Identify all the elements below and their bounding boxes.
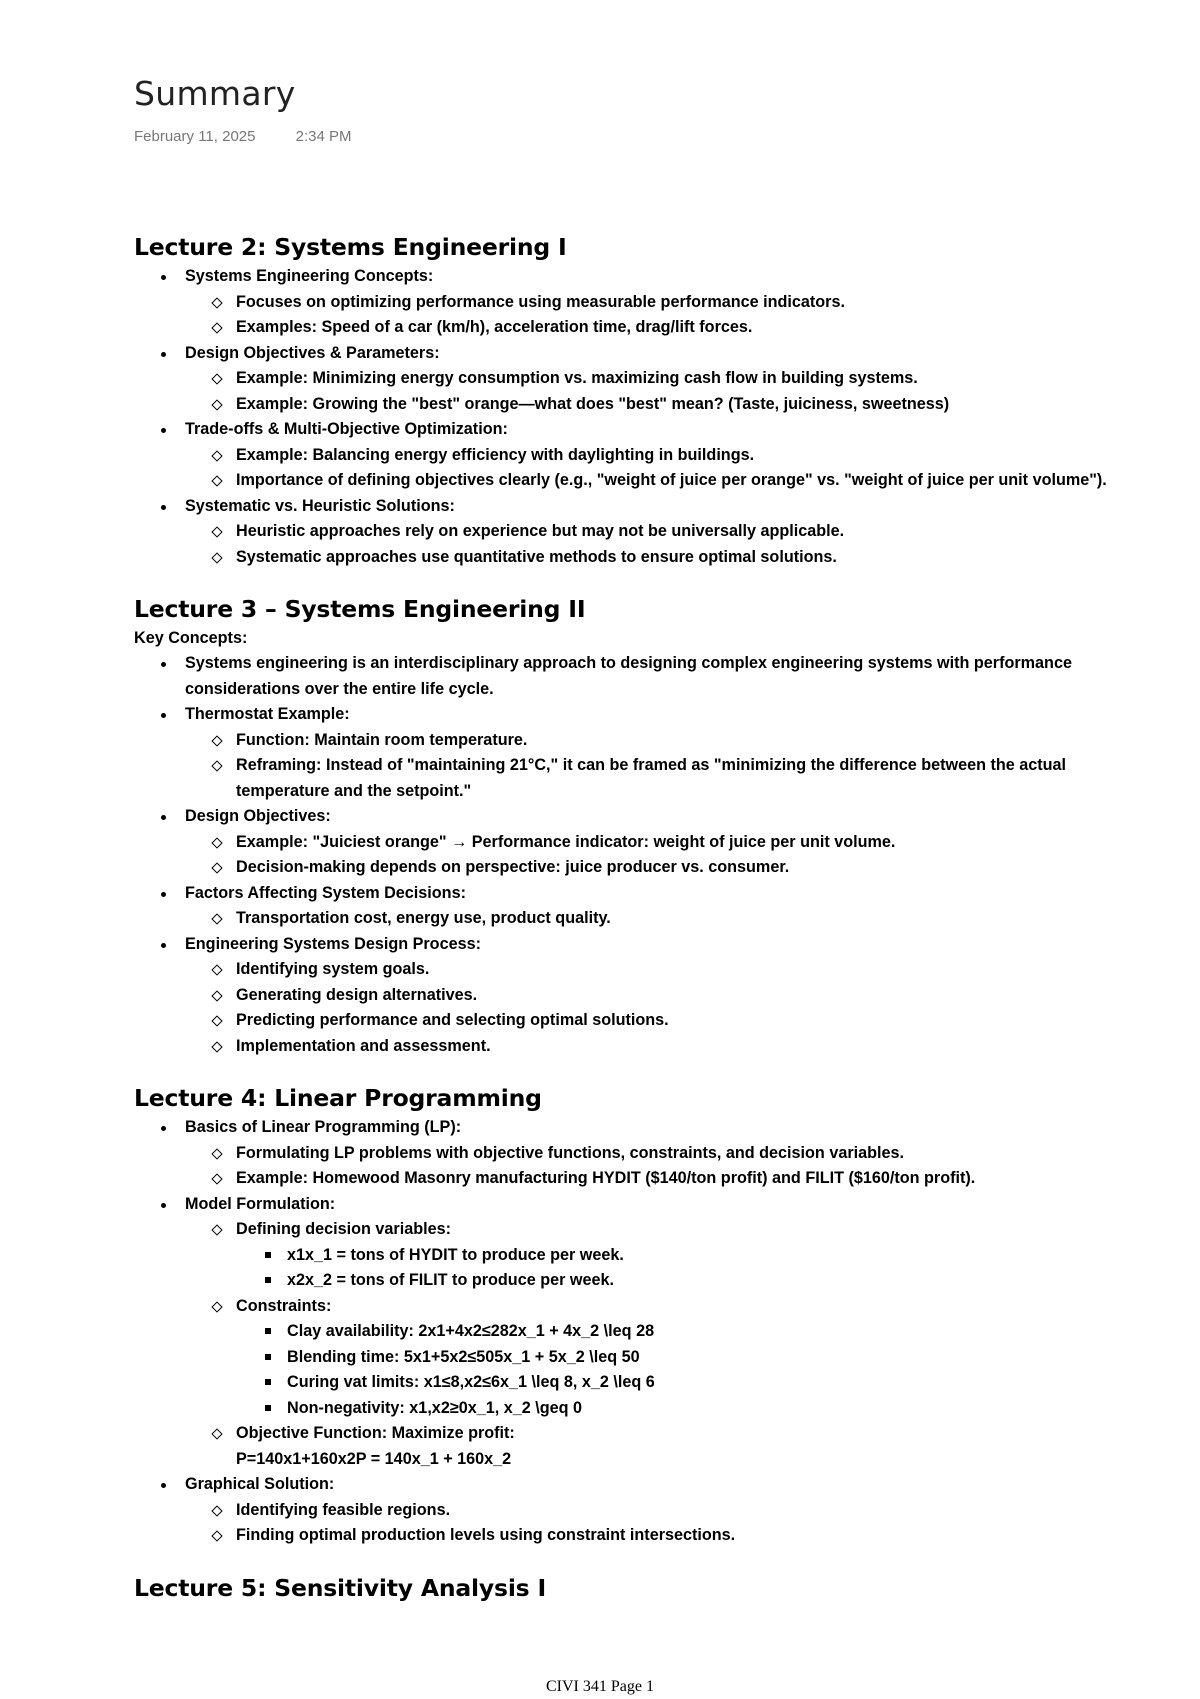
list-item: Focuses on optimizing performance using measurable performance indicators. bbox=[185, 290, 1184, 316]
list-item: Constraints: Clay availability: 2x1+4x2≤282x_1 + 4x_2 \leq 28 Blending time: 5x1+5x2≤505x_1 + 5x_2 \leq 50 Curing vat limits: x1≤8,x2≤6x_1 \leq 8, x_2 \leq 6 Non-negativity: x1,x2≥0x_1, x_2 \geq 0 bbox=[185, 1294, 1184, 1422]
key-concepts-label: Key Concepts: bbox=[134, 629, 248, 647]
list-item: Example: Minimizing energy consumption vs. maximizing cash flow in building systems. bbox=[185, 366, 1184, 392]
list-item: Objective Function: Maximize profit: P=140x1+160x2P = 140x_1 + 160x_2 bbox=[185, 1421, 1184, 1472]
list-item: x2x_2 = tons of FILIT to produce per week. bbox=[236, 1268, 1184, 1294]
list-item: Engineering Systems Design Process: Identifying system goals. Generating design alternatives. Predicting performance and selecting optimal solutions. Implementation and assessment. bbox=[134, 932, 1184, 1060]
list-item: Function: Maintain room temperature. bbox=[185, 728, 1184, 754]
list-item: Design Objectives & Parameters: Example: Minimizing energy consumption vs. maximizing cash flow in building systems. Example: Growing the "best" orange—what does "best" mean? (Taste, juiciness, sweetness) bbox=[134, 341, 1184, 418]
page-title: Summary bbox=[134, 74, 296, 113]
section-heading: Lecture 3 – Systems Engineering II bbox=[134, 595, 586, 623]
list-item: Systematic vs. Heuristic Solutions: Heuristic approaches rely on experience but may not be universally applicable. Systematic approaches use quantitative methods to ensure optimal solutions. bbox=[134, 494, 1184, 571]
list-item: Generating design alternatives. bbox=[185, 983, 1184, 1009]
section-lecture-5 bbox=[134, 1571, 1184, 1605]
list-item: Heuristic approaches rely on experience but may not be universally applicable. bbox=[185, 519, 1184, 545]
list-item: Model Formulation: Defining decision variables: x1x_1 = tons of HYDIT to produce per week. x2x_2 = tons of FILIT to produce per week. Constraints: Clay availability: 2x1+4x2≤282x_1 + 4x_2 \leq 28 Blending time: 5x1+5x2≤505x_1 + 5x_2 \leq 50 Curing vat limits: x1≤8,x2≤6x_1 \leq 8, x_2 \leq 6 Non-negativity: x1,x2≥0x_1, x_2 \geq 0 Objective Function: Maximize profit: P=140x1+160x2P = 140x_1 + 160x_2 bbox=[134, 1192, 1184, 1473]
list-item: Transportation cost, energy use, product quality. bbox=[185, 906, 1184, 932]
objective-formula: P=140x1+160x2P = 140x_1 + 160x_2 bbox=[236, 1449, 512, 1468]
list-item: Predicting performance and selecting optimal solutions. bbox=[185, 1008, 1184, 1034]
list-item: Systems Engineering Concepts: Focuses on optimizing performance using measurable performance indicators. Examples: Speed of a car (km/h), acceleration time, drag/lift forces. bbox=[134, 264, 1184, 341]
list-item: Trade-offs & Multi-Objective Optimization: Example: Balancing energy efficiency with daylighting in buildings. Importance of defining objectives clearly (e.g., "weight of juice per orange" vs. "weight of juice per unit volume"). bbox=[134, 417, 1184, 494]
list-item: Reframing: Instead of "maintaining 21°C," it can be framed as "minimizing the difference between the actual temperature and the setpoint." bbox=[185, 753, 1184, 804]
list-item: Identifying system goals. bbox=[185, 957, 1184, 983]
section-heading: Lecture 4: Linear Programming bbox=[134, 1084, 542, 1112]
list-item: Example: Growing the "best" orange—what does "best" mean? (Taste, juiciness, sweetness) bbox=[185, 392, 1184, 418]
list-item: Clay availability: 2x1+4x2≤282x_1 + 4x_2 \leq 28 bbox=[236, 1319, 1184, 1345]
page-meta bbox=[134, 128, 352, 145]
list-item: Finding optimal production levels using constraint intersections. bbox=[185, 1523, 1184, 1549]
list-item: Example: "Juiciest orange" → Performance indicator: weight of juice per unit volume. bbox=[185, 830, 1184, 856]
list-item: Graphical Solution: Identifying feasible regions. Finding optimal production levels using constraint intersections. bbox=[134, 1472, 1184, 1549]
list-item: Identifying feasible regions. bbox=[185, 1498, 1184, 1524]
list-item: Defining decision variables: x1x_1 = tons of HYDIT to produce per week. x2x_2 = tons of FILIT to produce per week. bbox=[185, 1217, 1184, 1294]
list-item: Formulating LP problems with objective functions, constraints, and decision variables. bbox=[185, 1141, 1184, 1167]
page-date: February 11, 2025 bbox=[134, 128, 256, 145]
list-item: Curing vat limits: x1≤8,x2≤6x_1 \leq 8, x_2 \leq 6 bbox=[236, 1370, 1184, 1396]
section-lecture-3 bbox=[134, 592, 1184, 1059]
list-item: Basics of Linear Programming (LP): Formulating LP problems with objective functions, constraints, and decision variables. Example: Homewood Masonry manufacturing HYDIT ($140/ton profit) and FILIT ($160/ton profit). bbox=[134, 1115, 1184, 1192]
list-item: x1x_1 = tons of HYDIT to produce per week. bbox=[236, 1243, 1184, 1269]
list-item: Systematic approaches use quantitative methods to ensure optimal solutions. bbox=[185, 545, 1184, 571]
list-item: Thermostat Example: Function: Maintain room temperature. Reframing: Instead of "maintaining 21°C," it can be framed as "minimizing the difference between the actual temperature and the setpoint." bbox=[134, 702, 1184, 804]
page-content bbox=[134, 230, 1184, 1627]
list-item: Factors Affecting System Decisions: Transportation cost, energy use, product quality. bbox=[134, 881, 1184, 932]
section-lecture-4 bbox=[134, 1081, 1184, 1549]
list-item: Implementation and assessment. bbox=[185, 1034, 1184, 1060]
page-footer: CIVI 341 Page 1 bbox=[546, 1678, 654, 1695]
list-item: Decision-making depends on perspective: juice producer vs. consumer. bbox=[185, 855, 1184, 881]
section-heading: Lecture 5: Sensitivity Analysis I bbox=[134, 1573, 546, 1602]
list-item: Examples: Speed of a car (km/h), acceleration time, drag/lift forces. bbox=[185, 315, 1184, 341]
list-item: Importance of defining objectives clearly (e.g., "weight of juice per orange" vs. "weight of juice per unit volume"). bbox=[185, 468, 1184, 494]
section-lecture-2 bbox=[134, 230, 1184, 570]
list-item: Example: Balancing energy efficiency with daylighting in buildings. bbox=[185, 443, 1184, 469]
list-item: Blending time: 5x1+5x2≤505x_1 + 5x_2 \leq 50 bbox=[236, 1345, 1184, 1371]
list-item: Example: Homewood Masonry manufacturing HYDIT ($140/ton profit) and FILIT ($160/ton profit). bbox=[185, 1166, 1184, 1192]
list-item: Non-negativity: x1,x2≥0x_1, x_2 \geq 0 bbox=[236, 1396, 1184, 1422]
section-heading: Lecture 2: Systems Engineering I bbox=[134, 233, 567, 261]
list-item: Systems engineering is an interdisciplinary approach to designing complex engineering systems with performance considerations over the entire life cycle. bbox=[134, 651, 1184, 702]
page-time: 2:34 PM bbox=[295, 128, 352, 145]
list-item: Design Objectives: Example: "Juiciest orange" → Performance indicator: weight of juice per unit volume. Decision-making depends on perspective: juice producer vs. consumer. bbox=[134, 804, 1184, 881]
